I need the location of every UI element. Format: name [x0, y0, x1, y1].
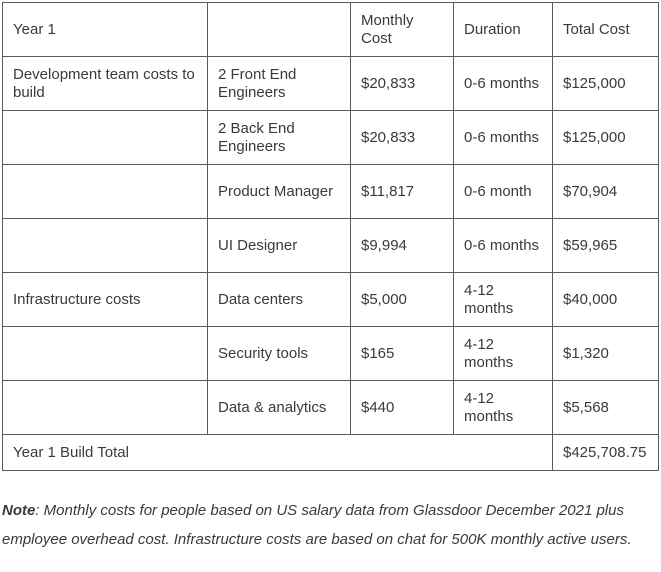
row-category	[3, 327, 208, 381]
row-monthly-cost: $20,833	[351, 57, 454, 111]
footnote	[2, 497, 658, 554]
row-category	[3, 111, 208, 165]
row-duration: 0-6 month	[454, 165, 553, 219]
row-total-cost: $40,000	[553, 273, 659, 327]
total-label: Year 1 Build Total	[3, 435, 553, 471]
total-value: $425,708.75	[553, 435, 659, 471]
row-item: 2 Front End Engineers	[208, 57, 351, 111]
header-duration: Duration	[454, 3, 553, 57]
row-total-cost: $125,000	[553, 57, 659, 111]
row-monthly-cost: $20,833	[351, 111, 454, 165]
table-row	[3, 57, 659, 111]
table-row	[3, 165, 659, 219]
row-monthly-cost: $165	[351, 327, 454, 381]
row-duration: 0-6 months	[454, 111, 553, 165]
cost-table	[2, 2, 659, 471]
row-total-cost: $1,320	[553, 327, 659, 381]
row-duration: 4-12 months	[454, 381, 553, 435]
total-row	[3, 435, 659, 471]
row-total-cost: $59,965	[553, 219, 659, 273]
row-category	[3, 219, 208, 273]
row-monthly-cost: $5,000	[351, 273, 454, 327]
note-label: Note	[2, 502, 36, 519]
header-monthly-cost: Monthly Cost	[351, 3, 454, 57]
row-duration: 4-12 months	[454, 327, 553, 381]
row-item: UI Designer	[208, 219, 351, 273]
row-item: Security tools	[208, 327, 351, 381]
row-total-cost: $70,904	[553, 165, 659, 219]
row-monthly-cost: $440	[351, 381, 454, 435]
header-year: Year 1	[3, 3, 208, 57]
table-row	[3, 273, 659, 327]
table-header-row	[3, 3, 659, 57]
row-total-cost: $5,568	[553, 381, 659, 435]
row-duration: 4-12 months	[454, 273, 553, 327]
row-item: Data & analytics	[208, 381, 351, 435]
row-category: Infrastructure costs	[3, 273, 208, 327]
table-row	[3, 381, 659, 435]
row-monthly-cost: $11,817	[351, 165, 454, 219]
header-item	[208, 3, 351, 57]
row-item: Data centers	[208, 273, 351, 327]
table-row	[3, 111, 659, 165]
row-total-cost: $125,000	[553, 111, 659, 165]
header-total-cost: Total Cost	[553, 3, 659, 57]
table-row	[3, 327, 659, 381]
row-category: Development team costs to build	[3, 57, 208, 111]
note-text: : Monthly costs for people based on US salary data from Glassdoor December 2021 plus employee overhead cost. Infrastructure costs are based on chat for 500K monthly active users.	[2, 502, 632, 548]
table-row	[3, 219, 659, 273]
row-monthly-cost: $9,994	[351, 219, 454, 273]
row-duration: 0-6 months	[454, 57, 553, 111]
row-duration: 0-6 months	[454, 219, 553, 273]
row-category	[3, 381, 208, 435]
row-category	[3, 165, 208, 219]
row-item: Product Manager	[208, 165, 351, 219]
row-item: 2 Back End Engineers	[208, 111, 351, 165]
